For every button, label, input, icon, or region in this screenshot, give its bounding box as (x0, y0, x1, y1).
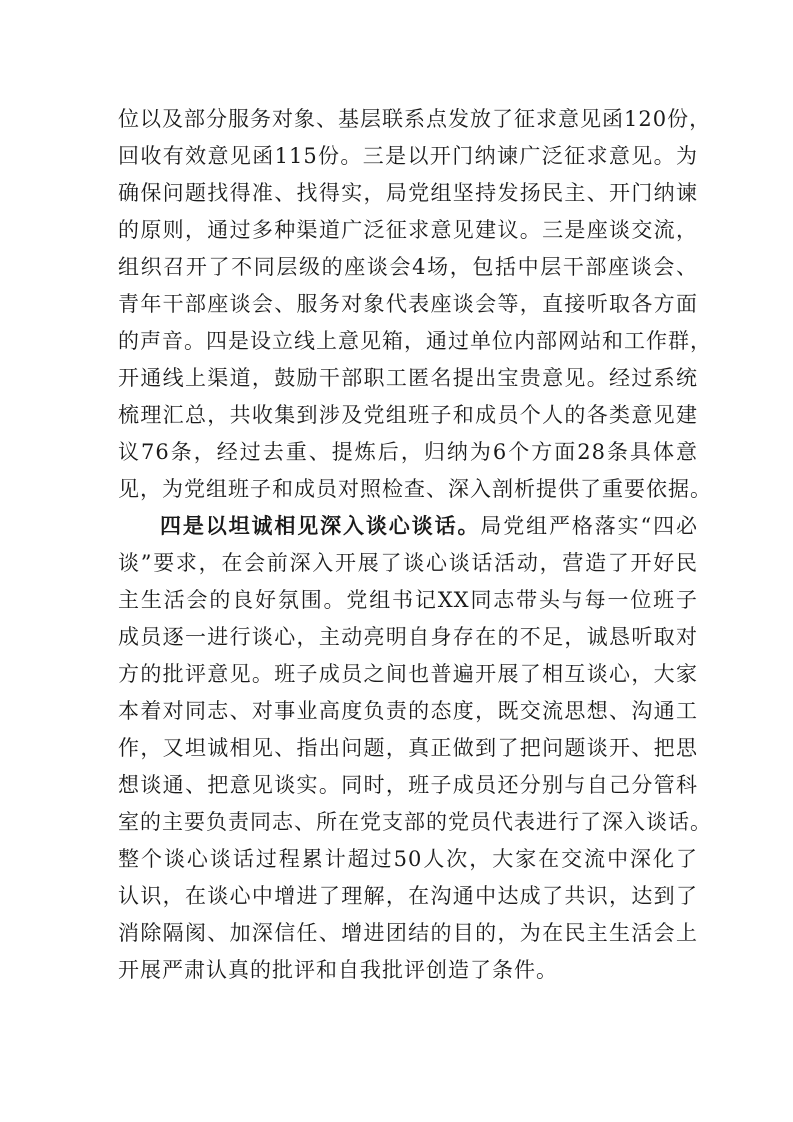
heading-continuation: 局党组严格落实“四必 (480, 514, 698, 538)
text-line: 梳理汇总，共收集到涉及党组班子和成员个人的各类意见建 (118, 403, 698, 427)
text-line: 整个谈心谈话过程累计超过50人次，大家在交流中深化了 (118, 847, 698, 871)
text-line: 消除隔阂、加深信任、增进团结的目的，为在民主生活会上 (118, 921, 698, 945)
text-line: 见，为党组班子和成员对照检查、深入剖析提供了重要依据。 (118, 477, 712, 501)
document-body (118, 101, 712, 989)
paragraph-heading: 四是以坦诚相见深入谈心谈话。 (160, 514, 481, 538)
text-line: 议76条，经过去重、提炼后，归纳为6个方面28条具体意 (118, 440, 698, 464)
text-line: 确保问题找得准、找得实，局党组坚持发扬民主、开门纳谏 (118, 181, 698, 205)
text-line: 想谈通、把意见谈实。同时，班子成员还分别与自己分管科 (118, 773, 698, 797)
text-line: 室的主要负责同志、所在党支部的党员代表进行了深入谈话。 (118, 810, 712, 834)
paragraph-first-line (118, 508, 698, 545)
text-line: 的声音。四是设立线上意见箱，通过单位内部网站和工作群， (118, 329, 712, 353)
text-line: 作，又坦诚相见、指出问题，真正做到了把问题谈开、把思 (118, 736, 698, 760)
text-line: 谈”要求，在会前深入开展了谈心谈话活动，营造了开好民 (118, 551, 698, 575)
text-line: 开通线上渠道，鼓励干部职工匿名提出宝贵意见。经过系统 (118, 366, 698, 390)
text-line: 本着对同志、对事业高度负责的态度，既交流思想、沟通工 (118, 699, 698, 723)
text-line: 的原则，通过多种渠道广泛征求意见建议。三是座谈交流， (118, 218, 698, 242)
text-line: 回收有效意见函115份。三是以开门纳谏广泛征求意见。为 (118, 144, 698, 168)
text-line: 认识，在谈心中增进了理解，在沟通中达成了共识，达到了 (118, 884, 698, 908)
text-line: 主生活会的良好氛围。党组书记XX同志带头与每一位班子 (118, 588, 698, 612)
text-line: 成员逐一进行谈心，主动亮明自身存在的不足，诚恳听取对 (118, 625, 698, 649)
text-line: 组织召开了不同层级的座谈会4场，包括中层干部座谈会、 (118, 255, 698, 279)
text-line: 开展严肃认真的批评和自我批评创造了条件。 (118, 958, 558, 982)
text-line: 方的批评意见。班子成员之间也普遍开展了相互谈心，大家 (118, 662, 698, 686)
text-line: 位以及部分服务对象、基层联系点发放了征求意见函120份， (118, 107, 712, 131)
text-line: 青年干部座谈会、服务对象代表座谈会等，直接听取各方面 (118, 292, 698, 316)
